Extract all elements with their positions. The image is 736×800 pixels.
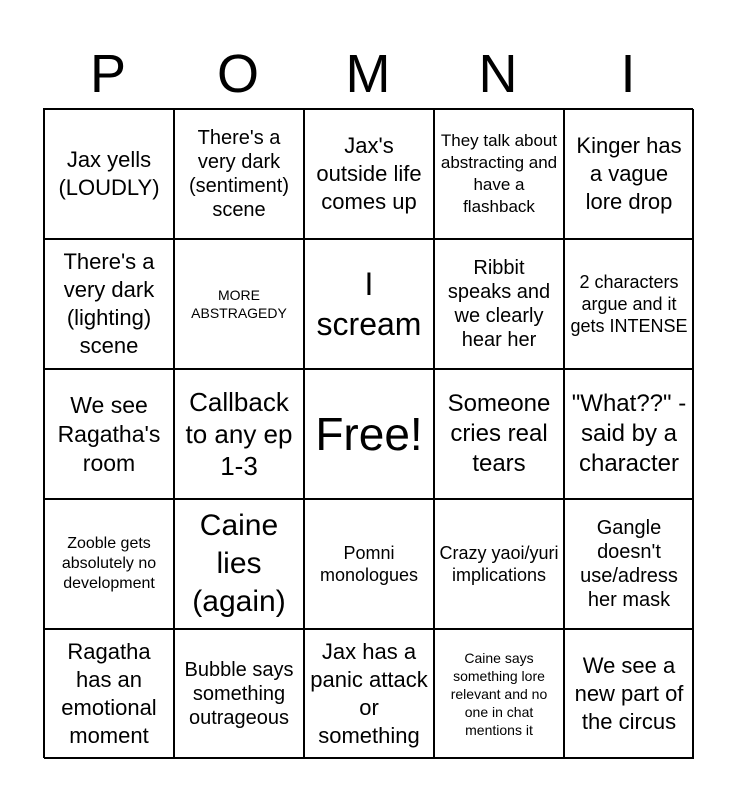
cell-text: We see a new part of the circus <box>574 653 684 734</box>
bingo-cell[interactable] <box>564 499 694 629</box>
bingo-cell[interactable] <box>434 629 564 759</box>
bingo-cell[interactable] <box>434 109 564 239</box>
bingo-cell[interactable] <box>564 629 694 759</box>
cell-text: Caine says something lore relevant and no one in chat mentions it <box>450 650 548 738</box>
bingo-cell[interactable] <box>434 239 564 369</box>
header-letter-1: P <box>89 44 127 104</box>
cell-text: There's a very dark (lighting) scene <box>63 249 155 358</box>
cell-text: Jax has a panic attack or something <box>310 639 428 748</box>
cell-text: Crazy yaoi/yuri implications <box>439 543 559 585</box>
cell-text: Bubble says something outrageous <box>184 659 294 729</box>
cell-text: Ragatha has an emotional moment <box>61 639 157 748</box>
header-letter-2: O <box>216 44 259 104</box>
bingo-cell[interactable] <box>44 629 174 759</box>
cell-text: Ribbit speaks and we clearly hear her <box>447 257 551 351</box>
header-letter-4: N <box>478 44 518 104</box>
bingo-cell[interactable] <box>304 629 434 759</box>
cell-text: I scream <box>316 266 422 342</box>
bingo-cell[interactable] <box>304 109 434 239</box>
cell-text: There's a very dark (sentiment) scene <box>188 127 290 221</box>
cell-text: Kinger has a vague lore drop <box>576 133 682 214</box>
bingo-cell[interactable] <box>434 499 564 629</box>
bingo-cell[interactable] <box>434 369 564 499</box>
bingo-cell[interactable] <box>44 369 174 499</box>
bingo-cell[interactable] <box>174 109 304 239</box>
header-letter-5: I <box>620 44 636 104</box>
cell-text: Jax yells (LOUDLY) <box>58 147 160 200</box>
bingo-cell[interactable] <box>304 239 434 369</box>
cell-text: Free! <box>315 408 423 460</box>
cell-text: Zooble gets absolutely no development <box>61 535 157 592</box>
bingo-cell[interactable] <box>174 629 304 759</box>
header-letter-3: M <box>345 44 391 104</box>
bingo-cell[interactable] <box>304 499 434 629</box>
cell-text: Pomni monologues <box>319 543 419 585</box>
bingo-cell[interactable] <box>564 109 694 239</box>
bingo-cell[interactable] <box>44 239 174 369</box>
bingo-header <box>43 40 693 108</box>
bingo-cell[interactable] <box>564 239 694 369</box>
bingo-cell[interactable] <box>174 499 304 629</box>
cell-text: Caine lies (again) <box>192 509 286 618</box>
bingo-cell[interactable] <box>564 369 694 499</box>
free-cell[interactable] <box>304 369 434 499</box>
bingo-cell[interactable] <box>44 499 174 629</box>
cell-text: Jax's outside life comes up <box>316 133 422 214</box>
cell-text: MORE ABSTRAGEDY <box>191 287 287 321</box>
cell-text: Gangle doesn't use/adress her mask <box>580 517 678 611</box>
cell-text: Someone cries real tears <box>447 390 551 477</box>
bingo-grid <box>43 108 693 758</box>
cell-text: They talk about abstracting and have a flashback <box>440 131 558 216</box>
bingo-cell[interactable] <box>174 369 304 499</box>
cell-text: "What??" -said by a character <box>571 390 687 477</box>
cell-text: Callback to any ep 1-3 <box>185 387 293 481</box>
bingo-cell[interactable] <box>44 109 174 239</box>
bingo-cell[interactable] <box>174 239 304 369</box>
cell-text: We see Ragatha's room <box>57 391 161 476</box>
cell-text: 2 characters argue and it gets INTENSE <box>570 272 688 336</box>
